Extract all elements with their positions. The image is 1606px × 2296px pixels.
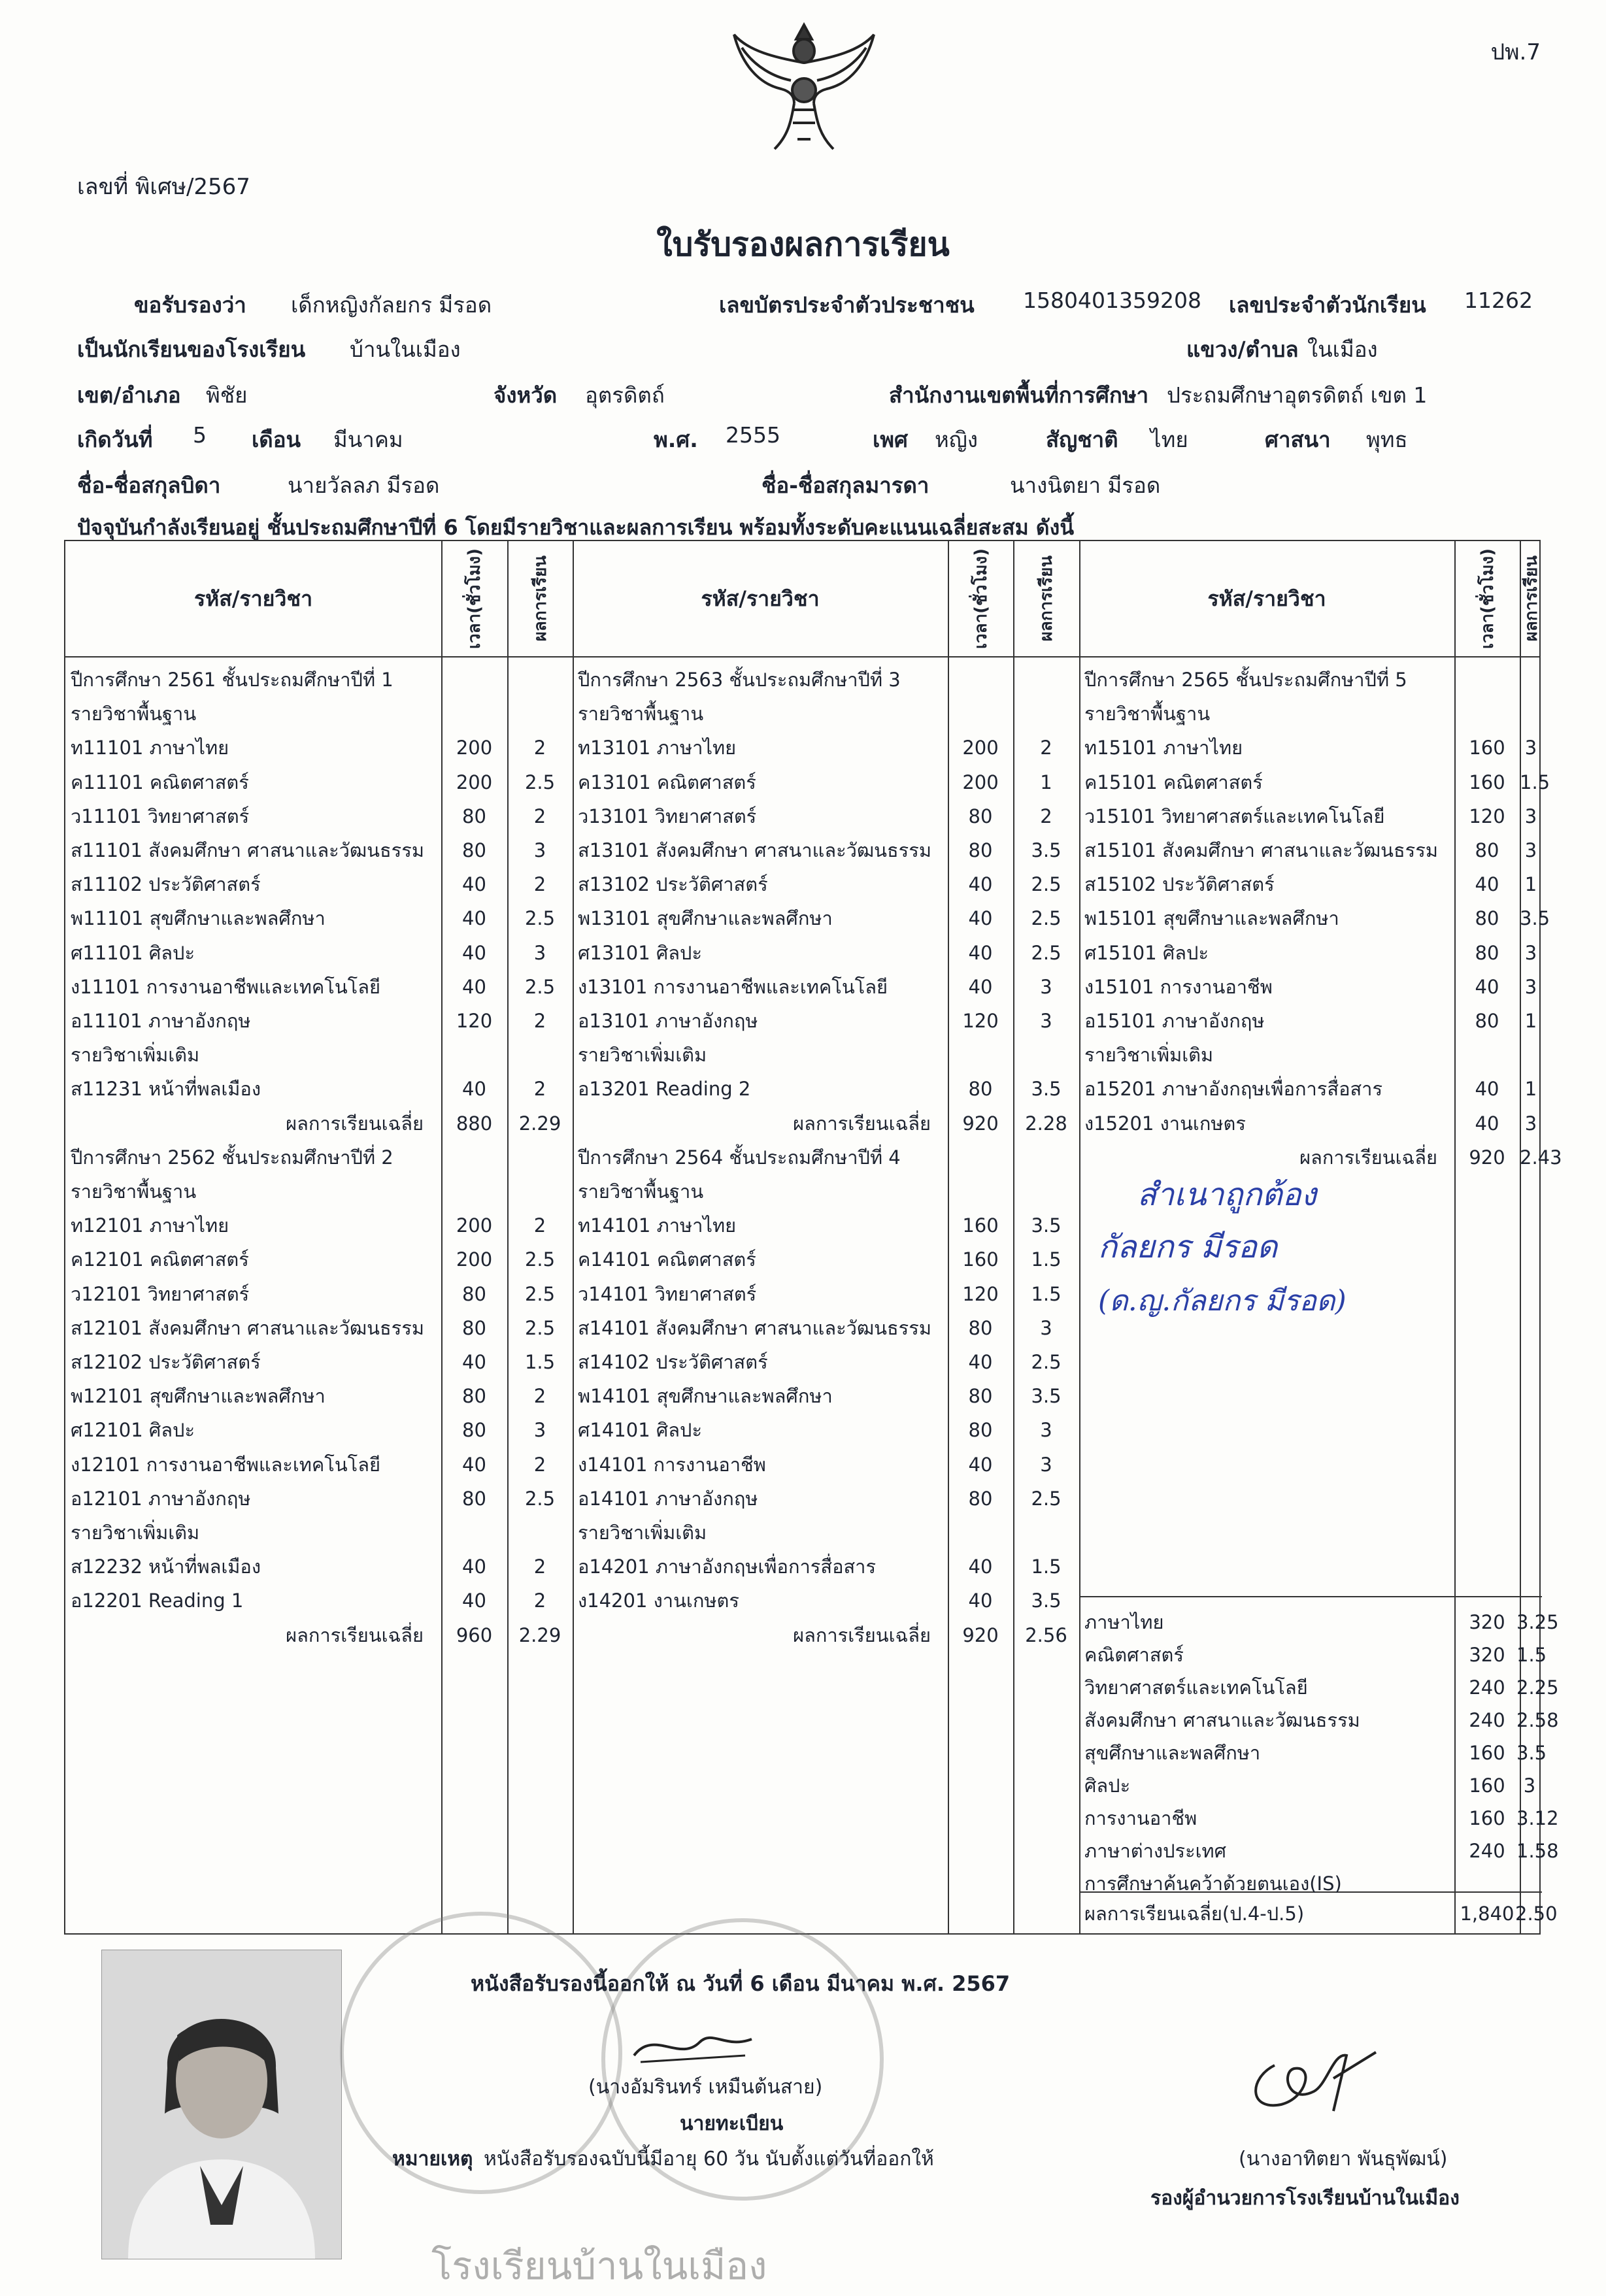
garuda-emblem-icon	[729, 12, 879, 162]
hours-cell: 80	[968, 839, 993, 861]
grade-cell: 3.5	[1031, 839, 1062, 861]
subject-cell: ง13101 การงานอาชีพและเทคโนโลยี	[578, 975, 888, 998]
deputy-title: รองผู้อำนวยการโรงเรียนบ้านในเมือง	[1150, 2187, 1460, 2210]
header-subject-2: รหัส/รายวิชา	[701, 586, 820, 611]
hours-cell: 160	[1469, 771, 1505, 793]
grade-cell: 3	[1524, 839, 1537, 861]
seal-text: โรงเรียนบ้านในเมือง	[431, 2244, 767, 2288]
subject-cell: ว14101 วิทยาศาสตร์	[578, 1282, 757, 1305]
subject-cell: ศ13101 ศิลปะ	[578, 941, 703, 964]
summary-grade: 3.5	[1516, 1742, 1547, 1764]
father-name: นายวัลลภ มีรอด	[288, 473, 440, 498]
hours-cell: 80	[968, 1385, 993, 1408]
birth-day: 5	[193, 422, 207, 448]
summary-subject: ศิลปะ	[1084, 1774, 1131, 1797]
subject-cell: พ14101 สุขศึกษาและพลศึกษา	[578, 1385, 833, 1408]
handwritten-printed-name: (ด.ญ.กัลยกร มีรอด)	[1098, 1284, 1347, 1318]
birth-day-label: เกิดวันที่	[77, 427, 153, 452]
subject-cell: ค14101 คณิตศาสตร์	[578, 1248, 756, 1271]
subject-cell: ง15101 การงานอาชีพ	[1084, 975, 1273, 998]
hours-cell: 80	[462, 1282, 486, 1305]
subject-cell: ง12101 การงานอาชีพและเทคโนโลยี	[71, 1453, 381, 1476]
hours-cell: 920	[962, 1112, 999, 1135]
grade-cell: 3	[1524, 737, 1537, 759]
subject-cell: ส15102 ประวัติศาสตร์	[1084, 873, 1275, 896]
subject-cell: ท12101 ภาษาไทย	[71, 1214, 229, 1237]
hours-cell: 40	[968, 873, 993, 896]
grade-cell: 1.5	[1031, 1556, 1062, 1578]
subject-cell: ศ12101 ศิลปะ	[71, 1419, 195, 1442]
subject-cell: ปีการศึกษา 2561 ชั้นประถมศึกษาปีที่ 1	[71, 669, 393, 691]
grade-cell: 2.5	[1031, 941, 1062, 964]
hours-cell: 160	[962, 1214, 999, 1237]
student-name: เด็กหญิงกัลยกร มีรอด	[291, 292, 492, 318]
hours-cell: 40	[968, 1453, 993, 1476]
total-hours: 1,840	[1460, 1903, 1514, 1925]
subject-cell: ส12101 สังคมศึกษา ศาสนาและวัฒนธรรม	[71, 1316, 424, 1339]
hours-cell: 40	[462, 975, 486, 998]
deputy-signature-icon	[1235, 2039, 1392, 2131]
subject-cell: ง15201 งานเกษตร	[1084, 1112, 1246, 1135]
birth-year: 2555	[726, 422, 780, 448]
grade-cell: 2	[1040, 805, 1052, 827]
subject-cell: ว11101 วิทยาศาสตร์	[71, 805, 250, 827]
header-hours-1: เวลา(ชั่วโมง)	[465, 548, 484, 649]
hours-cell: 40	[968, 907, 993, 930]
hours-cell: 40	[1475, 1078, 1499, 1101]
summary-grade: 1.58	[1516, 1840, 1559, 1862]
subject-cell: ง14101 การงานอาชีพ	[578, 1453, 766, 1476]
subject-cell: ค12101 คณิตศาสตร์	[71, 1248, 249, 1271]
summary-grade: 3.25	[1516, 1611, 1559, 1633]
summary-hours: 160	[1469, 1774, 1505, 1797]
grade-cell: 1.5	[1520, 771, 1550, 793]
grade-cell: 2	[533, 1010, 546, 1032]
average-label: ผลการเรียนเฉลี่ย	[286, 1623, 424, 1646]
grade-cell: 1.5	[1031, 1248, 1062, 1271]
summary-subject: การงานอาชีพ	[1084, 1807, 1197, 1829]
summary-hours: 240	[1469, 1676, 1505, 1699]
grade-cell: 2	[533, 1078, 546, 1101]
grade-cell: 2.29	[518, 1623, 561, 1646]
hours-cell: 80	[462, 1487, 486, 1510]
page-title: ใบรับรองผลการเรียน	[656, 225, 950, 263]
grade-cell: 2	[533, 1214, 546, 1237]
student-no-label: เลขประจำตัวนักเรียน	[1229, 292, 1426, 318]
birth-year-label: พ.ศ.	[654, 427, 698, 452]
school-label: เป็นนักเรียนของโรงเรียน	[77, 337, 306, 362]
grade-cell: 2.56	[1025, 1623, 1067, 1646]
subject-cell: รายวิชาเพิ่มเติม	[1084, 1044, 1214, 1067]
hours-cell: 40	[1475, 873, 1499, 896]
subject-cell: รายวิชาพื้นฐาน	[578, 703, 704, 725]
summary-subject: สุขศึกษาและพลศึกษา	[1084, 1742, 1261, 1764]
subject-cell: ส15101 สังคมศึกษา ศาสนาและวัฒนธรรม	[1084, 839, 1438, 861]
subject-cell: อ13201 Reading 2	[578, 1078, 751, 1101]
grade-cell: 2	[533, 1556, 546, 1578]
document-number: เลขที่ พิเศษ/2567	[77, 174, 250, 200]
subject-cell: ส12102 ประวัติศาสตร์	[71, 1351, 261, 1373]
summary-subject: การศึกษาค้นคว้าด้วยตนเอง(IS)	[1084, 1872, 1342, 1895]
hours-cell: 80	[1475, 907, 1499, 930]
hours-cell: 160	[1469, 737, 1505, 759]
grade-cell: 2.5	[1031, 1487, 1062, 1510]
subject-cell: ท13101 ภาษาไทย	[578, 737, 737, 759]
hours-cell: 40	[462, 1453, 486, 1476]
average-label: ผลการเรียนเฉลี่ย	[793, 1112, 931, 1135]
grade-cell: 3	[533, 839, 546, 861]
hours-cell: 40	[1475, 975, 1499, 998]
note-label: หมายเหตุ	[392, 2148, 473, 2171]
hours-cell: 960	[456, 1623, 493, 1646]
summary-grade: 3.12	[1516, 1807, 1559, 1829]
hours-cell: 80	[462, 839, 486, 861]
subject-cell: ท11101 ภาษาไทย	[71, 737, 229, 759]
subject-cell: ว12101 วิทยาศาสตร์	[71, 1282, 250, 1305]
hours-cell: 40	[462, 1589, 486, 1612]
subject-cell: ส11102 ประวัติศาสตร์	[71, 873, 261, 896]
registrar-title: นายทะเบียน	[680, 2112, 784, 2135]
subject-cell: รายวิชาพื้นฐาน	[1084, 703, 1211, 725]
grade-cell: 3	[1524, 975, 1537, 998]
grade-cell: 2.5	[524, 771, 556, 793]
subject-cell: รายวิชาพื้นฐาน	[71, 703, 197, 725]
average-label: ผลการเรียนเฉลี่ย	[286, 1112, 424, 1135]
grade-cell: 2.5	[1031, 907, 1062, 930]
religion-value: พุทธ	[1366, 427, 1408, 452]
average-label: ผลการเรียนเฉลี่ย	[793, 1623, 931, 1646]
subject-cell: ส12232 หน้าที่พลเมือง	[71, 1556, 261, 1578]
subject-cell: ส14102 ประวัติศาสตร์	[578, 1351, 768, 1373]
grade-cell: 1	[1524, 873, 1537, 896]
hours-cell: 40	[462, 941, 486, 964]
grade-cell: 3	[1040, 1453, 1052, 1476]
hours-cell: 200	[456, 737, 493, 759]
subject-cell: ปีการศึกษา 2564 ชั้นประถมศึกษาปีที่ 4	[578, 1146, 901, 1169]
grade-cell: 1.5	[1031, 1282, 1062, 1305]
hours-cell: 40	[462, 907, 486, 930]
grade-cell: 2	[533, 737, 546, 759]
subject-cell: รายวิชาเพิ่มเติม	[71, 1044, 200, 1067]
hours-cell: 40	[1475, 1112, 1499, 1135]
hours-cell: 200	[962, 771, 999, 793]
subject-cell: ปีการศึกษา 2562 ชั้นประถมศึกษาปีที่ 2	[71, 1146, 393, 1169]
total-label: ผลการเรียนเฉลี่ย(ป.4-ป.5)	[1084, 1903, 1305, 1925]
subject-cell: ว15101 วิทยาศาสตร์และเทคโนโลยี	[1084, 805, 1385, 827]
header-hours-3: เวลา(ชั่วโมง)	[1477, 548, 1497, 649]
school-name: บ้านในเมือง	[350, 337, 461, 362]
summary-subject: ภาษาไทย	[1084, 1611, 1164, 1633]
office-label: สำนักงานเขตพื้นที่การศึกษา	[889, 382, 1149, 408]
hours-cell: 80	[968, 1078, 993, 1101]
hours-cell: 40	[968, 941, 993, 964]
subject-cell: ง14201 งานเกษตร	[578, 1589, 739, 1612]
hours-cell: 40	[968, 975, 993, 998]
subject-cell: รายวิชาเพิ่มเติม	[578, 1044, 707, 1067]
subject-cell: ค13101 คณิตศาสตร์	[578, 771, 756, 793]
hours-cell: 120	[456, 1010, 493, 1032]
registrar-signature-icon	[627, 2016, 758, 2075]
hours-cell: 200	[456, 1248, 493, 1271]
note-text: หนังสือรับรองฉบับนี้มีอายุ 60 วัน นับตั้งแต่วันที่ออกให้	[484, 2148, 934, 2171]
summary-subject: วิทยาศาสตร์และเทคโนโลยี	[1084, 1676, 1308, 1699]
grade-cell: 3.5	[1031, 1385, 1062, 1408]
grade-cell: 3.5	[1031, 1214, 1062, 1237]
subject-cell: ปีการศึกษา 2565 ชั้นประถมศึกษาปีที่ 5	[1084, 669, 1407, 691]
summary-hours: 240	[1469, 1709, 1505, 1731]
hours-cell: 200	[456, 771, 493, 793]
summary-subject: คณิตศาสตร์	[1084, 1644, 1184, 1666]
subject-cell: อ13101 ภาษาอังกฤษ	[578, 1010, 758, 1032]
subject-cell: ศ14101 ศิลปะ	[578, 1419, 703, 1442]
grade-cell: 3	[1040, 1010, 1052, 1032]
hours-cell: 80	[462, 1316, 486, 1339]
father-label: ชื่อ-ชื่อสกุลบิดา	[77, 473, 221, 498]
grade-cell: 2	[533, 873, 546, 896]
hours-cell: 40	[462, 1351, 486, 1373]
subject-cell: รายวิชาเพิ่มเติม	[71, 1522, 200, 1544]
subject-cell: รายวิชาพื้นฐาน	[578, 1180, 704, 1203]
grade-cell: 3	[533, 1419, 546, 1442]
student-photo	[101, 1950, 342, 2259]
subject-cell: พ12101 สุขศึกษาและพลศึกษา	[71, 1385, 326, 1408]
hours-cell: 120	[962, 1010, 999, 1032]
province-label: จังหวัด	[494, 382, 558, 408]
summary-hours: 160	[1469, 1742, 1505, 1764]
mother-label: ชื่อ-ชื่อสกุลมารดา	[761, 473, 929, 498]
nationality-label: สัญชาติ	[1046, 427, 1118, 452]
grade-cell: 3.5	[1031, 1589, 1062, 1612]
district-value: พิชัย	[206, 382, 248, 408]
hours-cell: 160	[962, 1248, 999, 1271]
summary-grade: 2.25	[1516, 1676, 1559, 1699]
grade-cell: 3.5	[1031, 1078, 1062, 1101]
grade-cell: 2.5	[1031, 873, 1062, 896]
subject-cell: ศ15101 ศิลปะ	[1084, 941, 1209, 964]
grade-cell: 2	[1040, 737, 1052, 759]
hours-cell: 880	[456, 1112, 493, 1135]
summary-subject: สังคมศึกษา ศาสนาและวัฒนธรรม	[1084, 1709, 1360, 1731]
subject-cell: ค11101 คณิตศาสตร์	[71, 771, 249, 793]
grade-cell: 2	[533, 1589, 546, 1612]
issue-date: หนังสือรับรองนี้ออกให้ ณ วันที่ 6 เดือน มีนาคม พ.ศ. 2567	[471, 1971, 1011, 1996]
id-card-number: 1580401359208	[1023, 288, 1201, 313]
header-subject-3: รหัส/รายวิชา	[1207, 586, 1326, 611]
subdistrict-value: ในเมือง	[1307, 337, 1378, 362]
district-label: เขต/อำเภอ	[77, 382, 181, 408]
subject-cell: อ14201 ภาษาอังกฤษเพื่อการสื่อสาร	[578, 1556, 877, 1578]
office-value: ประถมศึกษาอุตรดิตถ์ เขต 1	[1167, 382, 1428, 408]
hours-cell: 40	[968, 1556, 993, 1578]
hours-cell: 80	[968, 1316, 993, 1339]
grade-cell: 1	[1524, 1010, 1537, 1032]
hours-cell: 920	[1469, 1146, 1505, 1169]
grade-cell: 3	[1040, 1419, 1052, 1442]
summary-hours: 320	[1469, 1644, 1505, 1666]
subject-cell: รายวิชาเพิ่มเติม	[578, 1522, 707, 1544]
hours-cell: 120	[962, 1282, 999, 1305]
subject-cell: อ12201 Reading 1	[71, 1589, 244, 1612]
header-grade-2: ผลการเรียน	[1037, 556, 1056, 642]
subject-cell: ง11101 การงานอาชีพและเทคโนโลยี	[71, 975, 381, 998]
deputy-name: (นางอาทิตยา พันธุพัฒน์)	[1239, 2148, 1448, 2171]
grade-cell: 2.29	[518, 1112, 561, 1135]
summary-grade: 1.5	[1516, 1644, 1547, 1666]
hours-cell: 40	[968, 1351, 993, 1373]
mother-name: นางนิตยา มีรอด	[1010, 473, 1161, 498]
subject-cell: อ15201 ภาษาอังกฤษเพื่อการสื่อสาร	[1084, 1078, 1383, 1101]
hours-cell: 200	[456, 1214, 493, 1237]
subject-cell: อ11101 ภาษาอังกฤษ	[71, 1010, 251, 1032]
hours-cell: 40	[968, 1589, 993, 1612]
subject-cell: ศ11101 ศิลปะ	[71, 941, 195, 964]
form-code: ปพ.7	[1490, 39, 1541, 65]
summary-subject: ภาษาต่างประเทศ	[1084, 1840, 1227, 1862]
hours-cell: 40	[462, 873, 486, 896]
grade-cell: 2	[533, 805, 546, 827]
hours-cell: 80	[462, 1419, 486, 1442]
hours-cell: 80	[1475, 839, 1499, 861]
total-grade: 2.50	[1515, 1903, 1558, 1925]
grade-cell: 2.5	[524, 907, 556, 930]
subject-cell: อ12101 ภาษาอังกฤษ	[71, 1487, 251, 1510]
handwritten-signature-name: กัลยกร มีรอด	[1098, 1229, 1278, 1265]
grade-cell: 2.28	[1025, 1112, 1067, 1135]
subdistrict-label: แขวง/ตำบล	[1186, 337, 1299, 362]
hours-cell: 40	[462, 1556, 486, 1578]
hours-cell: 80	[1475, 941, 1499, 964]
hours-cell: 80	[968, 1487, 993, 1510]
subject-cell: ส11101 สังคมศึกษา ศาสนาและวัฒนธรรม	[71, 839, 424, 861]
grade-cell: 2.5	[524, 1248, 556, 1271]
hours-cell: 80	[462, 805, 486, 827]
grade-cell: 1	[1040, 771, 1052, 793]
nationality-value: ไทย	[1150, 427, 1188, 452]
hours-cell: 120	[1469, 805, 1505, 827]
id-card-label: เลขบัตรประจำตัวประชาชน	[719, 292, 975, 318]
student-number: 11262	[1464, 288, 1533, 313]
grade-table	[64, 540, 1562, 1935]
grade-cell: 1	[1524, 1078, 1537, 1101]
subject-cell: ท14101 ภาษาไทย	[578, 1214, 737, 1237]
grade-cell: 2.5	[1031, 1351, 1062, 1373]
sex-label: เพศ	[873, 427, 908, 452]
grade-cell: 2.5	[524, 1316, 556, 1339]
summary-hours: 160	[1469, 1807, 1505, 1829]
subject-cell: ค15101 คณิตศาสตร์	[1084, 771, 1263, 793]
subject-cell: ส11231 หน้าที่พลเมือง	[71, 1078, 261, 1101]
summary-hours: 240	[1469, 1840, 1505, 1862]
summary-grade: 3	[1523, 1774, 1536, 1797]
summary-hours: 320	[1469, 1611, 1505, 1633]
subject-cell: ท15101 ภาษาไทย	[1084, 737, 1243, 759]
religion-label: ศาสนา	[1265, 427, 1331, 452]
subject-cell: พ15101 สุขศึกษาและพลศึกษา	[1084, 907, 1339, 930]
hours-cell: 40	[462, 1078, 486, 1101]
hours-cell: 80	[462, 1385, 486, 1408]
hours-cell: 80	[968, 1419, 993, 1442]
header-subject-1: รหัส/รายวิชา	[193, 586, 313, 611]
birth-month-label: เดือน	[252, 427, 301, 452]
grade-cell: 1.5	[524, 1351, 556, 1373]
grade-cell: 2.5	[524, 975, 556, 998]
grade-cell: 2.5	[524, 1282, 556, 1305]
subject-cell: อ15101 ภาษาอังกฤษ	[1084, 1010, 1265, 1032]
registrar-name: (นางอัมรินทร์ เหมืนต้นสาย)	[588, 2076, 823, 2099]
grade-cell: 3	[1040, 1316, 1052, 1339]
subject-cell: รายวิชาพื้นฐาน	[71, 1180, 197, 1203]
grade-cell: 2.5	[524, 1487, 556, 1510]
subject-cell: พ13101 สุขศึกษาและพลศึกษา	[578, 907, 833, 930]
header-grade-1: ผลการเรียน	[530, 556, 550, 642]
grade-cell: 2	[533, 1453, 546, 1476]
average-label: ผลการเรียนเฉลี่ย	[1299, 1146, 1437, 1169]
hours-cell: 80	[1475, 1010, 1499, 1032]
province-value: อุตรดิตถ์	[585, 382, 665, 408]
hours-cell: 920	[962, 1623, 999, 1646]
grade-cell: 3.5	[1520, 907, 1550, 930]
grade-cell: 3	[1524, 805, 1537, 827]
grade-cell: 3	[1524, 941, 1537, 964]
subject-cell: ส14101 สังคมศึกษา ศาสนาและวัฒนธรรม	[578, 1316, 931, 1339]
sex-value: หญิง	[935, 427, 978, 452]
subject-cell: พ11101 สุขศึกษาและพลศึกษา	[71, 907, 326, 930]
handwritten-certified-copy: สำเนาถูกต้อง	[1137, 1176, 1316, 1213]
subject-cell: ส13102 ประวัติศาสตร์	[578, 873, 768, 896]
grade-cell: 2	[533, 1385, 546, 1408]
subject-cell: อ14101 ภาษาอังกฤษ	[578, 1487, 758, 1510]
certify-label: ขอรับรองว่า	[134, 292, 246, 318]
hours-cell: 200	[962, 737, 999, 759]
header-hours-2: เวลา(ชั่วโมง)	[971, 548, 991, 649]
summary-grade: 2.58	[1516, 1709, 1559, 1731]
grade-cell: 2.43	[1520, 1146, 1562, 1169]
header-grade-3: ผลการเรียน	[1521, 556, 1541, 642]
subject-cell: ว13101 วิทยาศาสตร์	[578, 805, 757, 827]
grade-cell: 3	[1524, 1112, 1537, 1135]
enrollment-statement: ปัจจุบันกำลังเรียนอยู่ ชั้นประถมศึกษาปีที่ 6 โดยมีรายวิชาและผลการเรียน พร้อมทั้งระดับคะแนนเฉลี่ยสะสม ดังนี้	[77, 515, 1075, 540]
subject-cell: ปีการศึกษา 2563 ชั้นประถมศึกษาปีที่ 3	[578, 669, 901, 691]
hours-cell: 80	[968, 805, 993, 827]
grade-cell: 3	[1040, 975, 1052, 998]
subject-cell: ส13101 สังคมศึกษา ศาสนาและวัฒนธรรม	[578, 839, 931, 861]
birth-month: มีนาคม	[333, 427, 403, 452]
grade-cell: 3	[533, 941, 546, 964]
